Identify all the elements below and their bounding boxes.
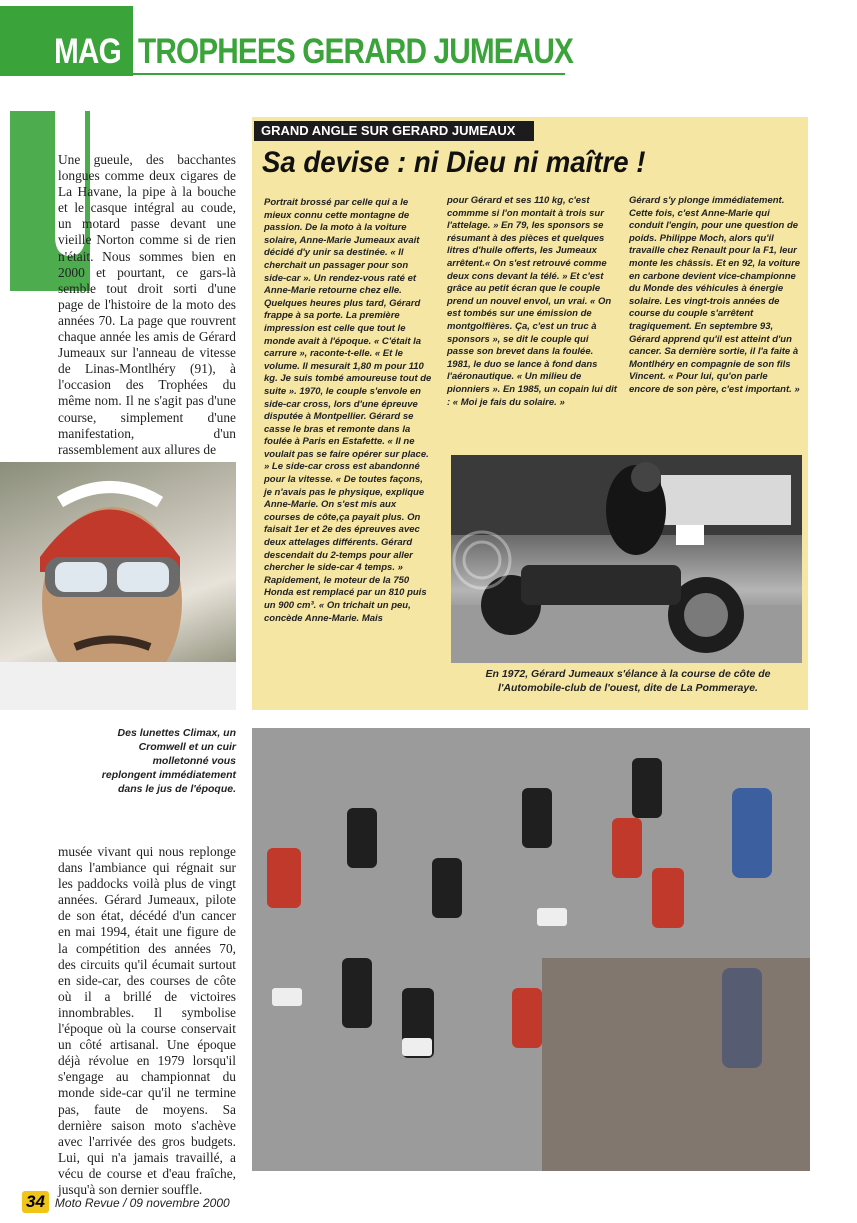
mag-label: MAG	[54, 32, 121, 71]
page-number: 34	[22, 1191, 49, 1213]
box-column-3: Gérard s'y plonge immédiatement. Cette fois, c'est Anne-Marie qui conduit l'engin, pour une question de poids. Philippe Moch, alors qu'il travaille chez Renault pour la F1, leur monte les châssis. Et en 92, la voiture en carbone devient vice-championne du Monde des véhicules à énergie solaire. Les vingt-trois années de course du couple s'arrêtent tragiquement. En septembre 93, Gérard apprend qu'il est atteint d'un cancer. Sa dernière sortie, il l'a faite à Montlhéry en compagnie de son fils Vincent. « Pour lui, qu'on parle encore de son père, c'est important. »	[629, 195, 801, 395]
page-footer	[22, 1191, 230, 1213]
box-column-1: Portrait brossé par celle qui a le mieux connu cette montagne de passion. De la moto à la voiture solaire, Anne-Marie Jumeaux avait décidé d'y unir sa destinée. « Il cherchait un passager pour son side-car ». Un rendez-vous raté et Anne-Marie retourne chez elle. Quelques heures plus tard, Gérard frappe à sa porte. La première impression est celle que tout le monde avait à l'époque. « C'était la carrure », raconte-t-elle. « Et le volume. Il mesurait 1,80 m pour 110 kg. Je suis tombé amoureuse tout de suite ». 1970, le couple s'envole en side-car cross, lors d'une épreuve disputée à Montpellier. Gérard se casse le bras et remonte dans la foulée à Paris en Estafette. « Il ne voulait pas se faire opérer sur place. » Le side-car cross est abandonné pour la vitesse. « De toutes façons, je n'avais pas le physique, explique Anne-Marie. On s'est mis aux courses de côte,ça payait plus. On faisait 1er et 2e des épreuves avec deux attelages différents. Gérard descendait du 2-temps pour aller chercher le side-car 4 temps. » Rapidement, le moteur de la 750 Honda est remplacé par un 810 puis un 900 cm³. « On trichait un peu, concède Anne-Marie. Mais	[264, 197, 432, 624]
watermark-logo	[452, 520, 512, 600]
box-title: Sa devise : ni Dieu ni maître !	[262, 146, 646, 179]
box-label: GRAND ANGLE SUR GERARD JUMEAUX	[254, 121, 534, 141]
paddock-crowd-photo	[252, 728, 810, 1171]
header-underline	[133, 73, 565, 75]
box-column-2: pour Gérard et ses 110 kg, c'est commme si l'on montait à trois sur l'attelage. » En 79, les sponsors se résumant à des pièces et quelques litres d'huile offerts, les Jumeaux arrêtent.« On s'est retrouvé comme deux cons devant la télé. » Et c'est grâce au petit écran que le couple prend un nouvel envol, un vrai. « On est tombés sur une émission de montgolfières. Ça, c'est un truc à sponsors », se dit le couple qui passe son brevet dans la foulée. 1981, le duo se lance à fond dans l'aéronautique. « Un milieu de pionniers ». En 1985, un copain lui dit : « Moi je fais du solaire. »	[447, 195, 617, 408]
intro-text: Une gueule, des bacchantes longues comme deux cigares de La Havane, la pipe à la bouche et le casque intégral au coude, un motard passe devant une vieille Norton comme si de rien n'était. Nous sommes bien en 2000 et pourtant, ce gars-là semble tout droit sorti d'une page de l'histoire de la moto des années 70. La page que rouvrent chaque année les amis de Gérard Jumeaux sur l'anneau de vitesse de Linas-Montlhéry (91), à l'occasion des Trophées du même nom. Il ne s'agit pas d'une course, simplement d'une manifestation, d'un rassemblement aux allures de	[58, 152, 236, 457]
page-title: TROPHEES GERARD JUMEAUX	[138, 32, 574, 71]
sidecar-photo-caption: En 1972, Gérard Jumeaux s'élance à la course de côte de l'Automobile-club de l'ouest, dite de La Pommeraye.	[485, 668, 771, 694]
body-continued: musée vivant qui nous replonge dans l'ambiance qui régnait sur les paddocks voilà plus de vingt années. Gérard Jumeaux, pilote de son état, décédé d'un cancer en mai 1994, était une figure de la compétition des années 70, des circuits qu'il écumait surtout en side-car, des courses de côte où il a brillé de victoires innombrables. Il symbolise l'époque où la course conservait un côté artisanal. Une époque déjà révolue en 1979 lorsqu'il s'engage au championnat du monde side-car qu'il ne termine pas, faute de moyens. Sa dernière saison moto s'achève avec l'arrivée des gros budgets. Lui, qui n'a jamais travaillé, a vécu de course et d'eau fraîche, jusqu'à son dernier souffle.	[58, 844, 236, 1197]
publication-info: Moto Revue / 09 novembre 2000	[54, 1195, 230, 1210]
portrait-caption: Des lunettes Climax, un Cromwell et un cuir molletonné vous replongent immédiatement dans le jus de l'époque.	[101, 727, 236, 795]
portrait-photo	[0, 462, 236, 710]
